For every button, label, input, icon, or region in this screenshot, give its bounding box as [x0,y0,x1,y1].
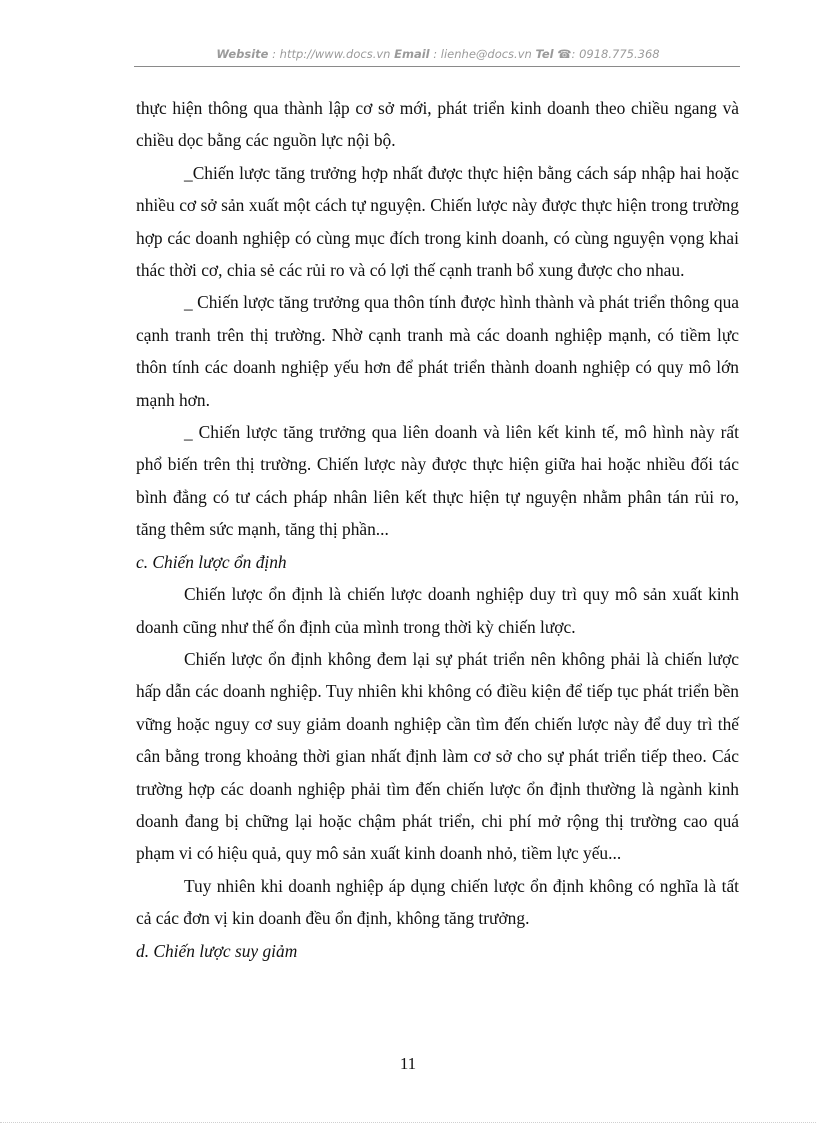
paragraph-acquisition-strategy: _ Chiến lược tăng trưởng qua thôn tính được hình thành và phát triển thông qua cạnh tranh trên thị trường. Nhờ cạnh tranh mà các doanh nghiệp mạnh, có tiềm lực thôn tính các doanh nghiệp yếu hơn để phát triển thành doanh nghiệp có quy mô lớn mạnh hơn. [136,292,739,410]
website-label: Website [216,47,269,61]
email-separator: : [429,47,441,61]
email-address[interactable]: lienhe@docs.vn [440,47,532,61]
section-heading-stability: c. Chiến lược ổn định [136,551,287,572]
document-body [136,92,739,967]
email-label: Email [394,47,430,61]
paragraph-stability-definition: Chiến lược ổn định là chiến lược doanh nghiệp duy trì quy mô sản xuất kinh doanh cũng như thế ổn định của mình trong thời kỳ chiến lược. [136,584,739,637]
paragraph-joint-venture-strategy: _ Chiến lược tăng trưởng qua liên doanh và liên kết kinh tế, mô hình này rất phổ biến trên thị trường. Chiến lược này được thực hiện giữa hai hoặc nhiều đối tác bình đẳng có tư cách pháp nhân liên kết thực hiện tự nguyện nhằm phân tán rủi ro, tăng thêm sức mạnh, tăng thị phần... [136,422,739,540]
website-url[interactable]: http://www.docs.vn [279,47,391,61]
page-number: 11 [399,1054,417,1073]
header-divider [134,66,740,67]
tel-number: 0918.775.368 [579,47,660,61]
paragraph-merger-strategy: _Chiến lược tăng trưởng hợp nhất được thực hiện bằng cách sáp nhập hai hoặc nhiều cơ sở sản xuất một cách tự nguyện. Chiến lược này được thực hiện trong trường hợp các doanh nghiệp có cùng mục đích trong kinh doanh, có cùng nguyện vọng khai thác thời cơ, chia sẻ các rủi ro và có lợi thế cạnh tranh bổ xung được cho nhau. [136,162,739,281]
paragraph-stability-note: Tuy nhiên khi doanh nghiệp áp dụng chiến lược ổn định không có nghĩa là tất cả các đơn vị kin doanh đều ổn định, không tăng trưởng. [136,875,739,929]
paragraph-continuation: thực hiện thông qua thành lập cơ sở mới, phát triển kinh doanh theo chiều ngang và chiều dọc bằng các nguồn lực nội bộ. [136,98,739,151]
page-header [136,47,740,61]
phone-icon: ☎: [553,47,580,61]
website-separator: : [268,47,280,61]
tel-label: Tel [535,47,554,61]
paragraph-stability-details: Chiến lược ổn định không đem lại sự phát triển nên không phải là chiến lược hấp dẫn các doanh nghiệp. Tuy nhiên khi không có điều kiện để tiếp tục phát triển bền vững hoặc nguy cơ suy giảm doanh nghiệp cần tìm đến chiến lược này để duy trì thế cân bằng trong khoảng thời gian nhất định làm cơ sở cho sự phát triển tiếp theo. Các trường hợp các doanh nghiệp phải tìm đến chiến lược ổn định thường là ngành kinh doanh đang bị chững lại hoặc chậm phát triển, chi phí mở rộng thị trường cao quá phạm vi có hiệu quả, quy mô sản xuất kinh doanh nhỏ, tiềm lực yếu... [136,648,739,864]
section-heading-decline: d. Chiến lược suy giảm [136,940,298,961]
